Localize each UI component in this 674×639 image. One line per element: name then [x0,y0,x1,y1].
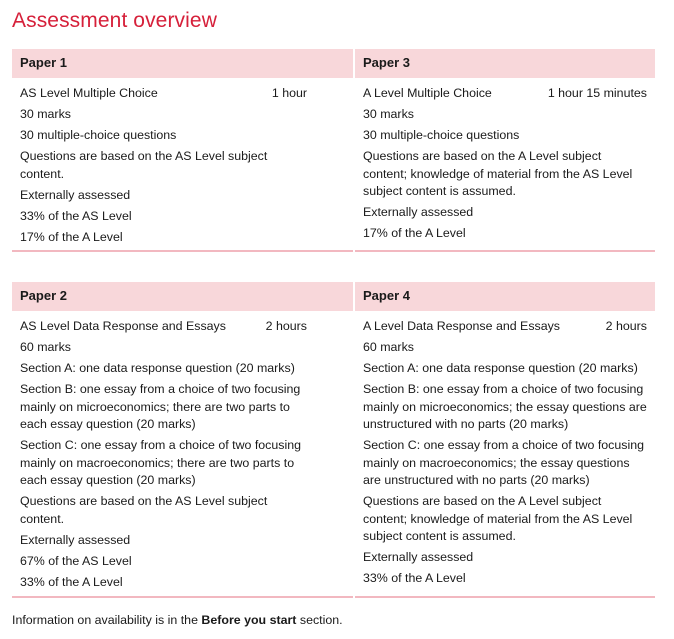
paper-4-divider [355,596,655,598]
availability-note [12,613,343,627]
paper-4-duration: 2 hours [605,319,647,333]
paper-2-duration: 2 hours [265,319,307,333]
paper-4-line: Section C: one essay from a choice of two focusing mainly on macroeconomics; the essay questions are unstructured with no parts (20 marks) [363,438,644,487]
paper-2-line: Section A: one data response question (20 marks) [20,361,295,375]
before-you-start-link[interactable]: Before you start [201,613,297,627]
footer-prefix: Information on availability is in the [12,613,202,627]
paper-4-line: 60 marks [363,340,414,354]
footer-suffix: section. [296,613,343,627]
paper-4-line: Externally assessed [363,550,474,564]
paper-2-line: 60 marks [20,340,71,354]
paper-1-divider [12,250,353,252]
paper-3-header: Paper 3 [355,49,655,78]
paper-4-header: Paper 4 [355,282,655,311]
paper-2-line: Externally assessed [20,532,131,547]
paper-3-line: 17% of the A Level [363,226,466,240]
paper-4-line: 33% of the A Level [363,571,466,585]
paper-2-line: Section B: one essay from a choice of two focusing mainly on microeconomics; there are two parts to each essay question (20 marks) [20,382,301,431]
paper-1-duration: 1 hour [271,86,307,100]
paper-1-line: 17% of the A Level [20,229,123,244]
paper-1-panel [12,49,353,250]
paper-2-header: Paper 2 [12,282,353,311]
paper-3-line: Questions are based on the A Level subject content; knowledge of material from the AS Level subject content is assumed. [363,149,633,198]
paper-4-panel [355,282,655,591]
paper-4-line: Section A: one data response question (20 marks) [363,361,638,375]
paper-4-line: Section B: one essay from a choice of two focusing mainly on microeconomics; the essay questions are unstructured with no parts (20 marks) [363,382,647,431]
paper-4-line: Questions are based on the A Level subject content; knowledge of material from the AS Level subject content is assumed. [363,494,633,543]
paper-2-divider [12,596,353,598]
paper-3-panel [355,49,655,246]
paper-1-header: Paper 1 [12,49,353,78]
paper-1-line: 30 multiple-choice questions [20,128,177,142]
paper-2-name: AS Level Data Response and Essays [20,319,226,333]
paper-4-name: A Level Data Response and Essays [363,319,560,333]
paper-2-line: 67% of the AS Level [20,553,132,568]
paper-2-line: Questions are based on the AS Level subject content. [20,494,268,526]
paper-3-name: A Level Multiple Choice [363,86,492,100]
paper-1-line: 30 marks [20,107,71,121]
paper-2-line: 33% of the A Level [20,574,123,589]
paper-1-line: Questions are based on the AS Level subject content. [20,149,268,181]
paper-3-line: 30 marks [363,107,414,121]
page-title: Assessment overview [12,9,217,32]
paper-1-line: Externally assessed [20,187,131,202]
paper-2-panel [12,282,353,595]
paper-3-divider [355,250,655,252]
paper-3-line: 30 multiple-choice questions [363,128,520,142]
paper-3-duration: 1 hour 15 minutes [547,86,647,100]
paper-1-line: 33% of the AS Level [20,208,132,223]
paper-1-name: AS Level Multiple Choice [20,86,158,100]
paper-2-line: Section C: one essay from a choice of two focusing mainly on macroeconomics; there are two parts to each essay question (20 marks) [20,438,301,487]
paper-3-line: Externally assessed [363,205,474,219]
